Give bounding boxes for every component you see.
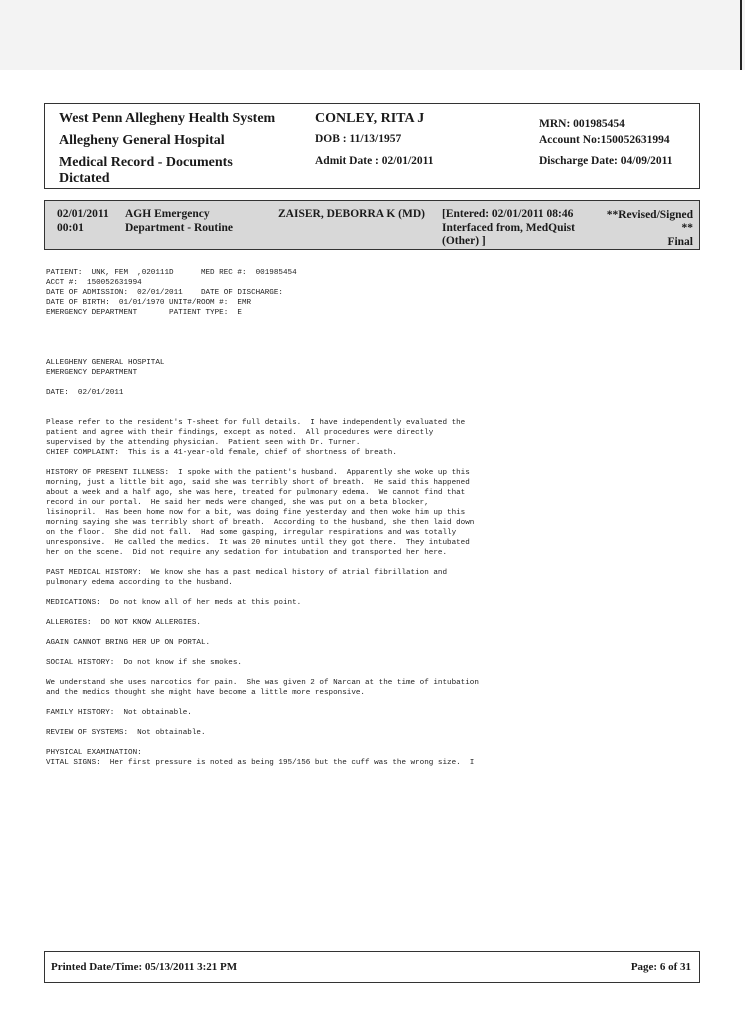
document-type: Medical Record - Documents Dictated (59, 155, 233, 186)
note-line (46, 718, 606, 728)
note-line: VITAL SIGNS: Her first pressure is noted as being 195/156 but the cuff was the wrong size. I (46, 759, 475, 767)
note-line: pulmonary edema according to the husband. (46, 579, 233, 587)
note-line: We understand she uses narcotics for pain. She was given 2 of Narcan at the time of intubation (46, 679, 479, 687)
note-line: supervised by the attending physician. Patient seen with Dr. Turner. (46, 439, 361, 447)
record-header (44, 103, 700, 189)
note-line: ALLEGHENY GENERAL HOSPITAL (46, 359, 165, 367)
status-line-3: Final (667, 236, 693, 248)
note-line (46, 608, 606, 618)
admit-date: Admit Date : 02/01/2011 (315, 155, 434, 167)
printed-datetime: Printed Date/Time: 05/13/2011 3:21 PM (51, 961, 238, 973)
department-line-1: AGH Emergency (125, 208, 210, 220)
department-line-2: Department - Routine (125, 222, 233, 234)
note-line (46, 558, 606, 568)
note-line (46, 378, 606, 388)
note-line: patient and agree with their findings, except as noted. All procedures were directly (46, 429, 434, 437)
note-line: AGAIN CANNOT BRING HER UP ON PORTAL. (46, 639, 211, 647)
entered-line-2: Interfaced from, MedQuist (442, 222, 575, 234)
note-line: CHIEF COMPLAINT: This is a 41-year-old female, chief of shortness of breath. (46, 449, 397, 457)
note-line: Please refer to the resident's T-sheet for full details. I have independently evaluated the (46, 419, 466, 427)
note-line: DATE OF BIRTH: 01/01/1970 UNIT#/ROOM #: EMR (46, 299, 252, 307)
note-line (46, 348, 606, 358)
discharge-date: Discharge Date: 04/09/2011 (539, 155, 673, 167)
note-line: ACCT #: 150052631994 (46, 279, 142, 287)
note-line: DATE OF ADMISSION: 02/01/2011 DATE OF DISCHARGE: (46, 289, 283, 297)
note-line (46, 458, 606, 468)
patient-name: CONLEY, RITA J (315, 111, 425, 126)
note-line: and the medics thought she might have become a little more responsive. (46, 689, 365, 697)
note-line (46, 318, 606, 328)
note-line: EMERGENCY DEPARTMENT PATIENT TYPE: E (46, 309, 242, 317)
entered-line-3: (Other) ] (442, 235, 486, 247)
dictated-note-body (46, 268, 606, 768)
note-line (46, 738, 606, 748)
note-line (46, 408, 606, 418)
note-line: SOCIAL HISTORY: Do not know if she smokes. (46, 659, 242, 667)
note-line: ALLERGIES: DO NOT KNOW ALLERGIES. (46, 619, 201, 627)
encounter-summary (44, 200, 700, 250)
note-line: DATE: 02/01/2011 (46, 389, 124, 397)
note-line: EMERGENCY DEPARTMENT (46, 369, 138, 377)
note-line (46, 668, 606, 678)
hospital-name: Allegheny General Hospital (59, 133, 225, 148)
provider-name: ZAISER, DEBORRA K (MD) (278, 208, 425, 220)
note-line (46, 398, 606, 408)
note-line: HISTORY OF PRESENT ILLNESS: I spoke with the patient's husband. Apparently she woke up this (46, 469, 470, 477)
note-line: PATIENT: UNK, FEM ,020111D MED REC #: 001985454 (46, 269, 297, 277)
scan-edge-line (740, 0, 742, 70)
entered-line-1: [Entered: 02/01/2011 08:46 (442, 208, 574, 220)
note-line: MEDICATIONS: Do not know all of her meds at this point. (46, 599, 302, 607)
date-of-birth: DOB : 11/13/1957 (315, 133, 402, 145)
note-line: her on the scene. Did not require any sedation for intubation and transported her here. (46, 549, 448, 557)
note-line: on the floor. She did not fall. Had some gasping, irregular respirations and was totally (46, 529, 457, 537)
note-line (46, 328, 606, 338)
mrn: MRN: 001985454 (539, 118, 625, 130)
note-line (46, 338, 606, 348)
note-line: PHYSICAL EXAMINATION: (46, 749, 142, 757)
note-line (46, 648, 606, 658)
account-number: Account No:150052631994 (539, 134, 670, 146)
print-footer (44, 951, 700, 983)
health-system-name: West Penn Allegheny Health System (59, 111, 276, 126)
note-line: unresponsive. He called the medics. It was 20 minutes until they got there. They intubated (46, 539, 470, 547)
note-line (46, 628, 606, 638)
status-line-1: **Revised/Signed (606, 209, 693, 221)
note-line: FAMILY HISTORY: Not obtainable. (46, 709, 192, 717)
encounter-date: 02/01/2011 (57, 208, 109, 220)
note-line: about a week and a half ago, she was here, treated for pulmonary edema. We cannot find that (46, 489, 466, 497)
note-line: record in our portal. He said her meds were changed, she was put on a beta blocker, (46, 499, 429, 507)
note-line: PAST MEDICAL HISTORY: We know she has a past medical history of atrial fibrillation and (46, 569, 448, 577)
note-line: lisinopril. Has been home now for a bit, was doing fine yesterday and then woke him up this (46, 509, 466, 517)
note-line: morning, just a little bit ago, said she was terribly short of breath. He said this happened (46, 479, 470, 487)
note-line (46, 588, 606, 598)
scan-top-margin (0, 0, 745, 70)
status-line-2: ** (681, 222, 693, 234)
page-number: Page: 6 of 31 (630, 961, 691, 973)
note-line (46, 698, 606, 708)
note-line: morning saying she was terribly short of breath. According to the husband, she then laid down (46, 519, 475, 527)
note-line: REVIEW OF SYSTEMS: Not obtainable. (46, 729, 206, 737)
encounter-time: 00:01 (57, 222, 84, 234)
